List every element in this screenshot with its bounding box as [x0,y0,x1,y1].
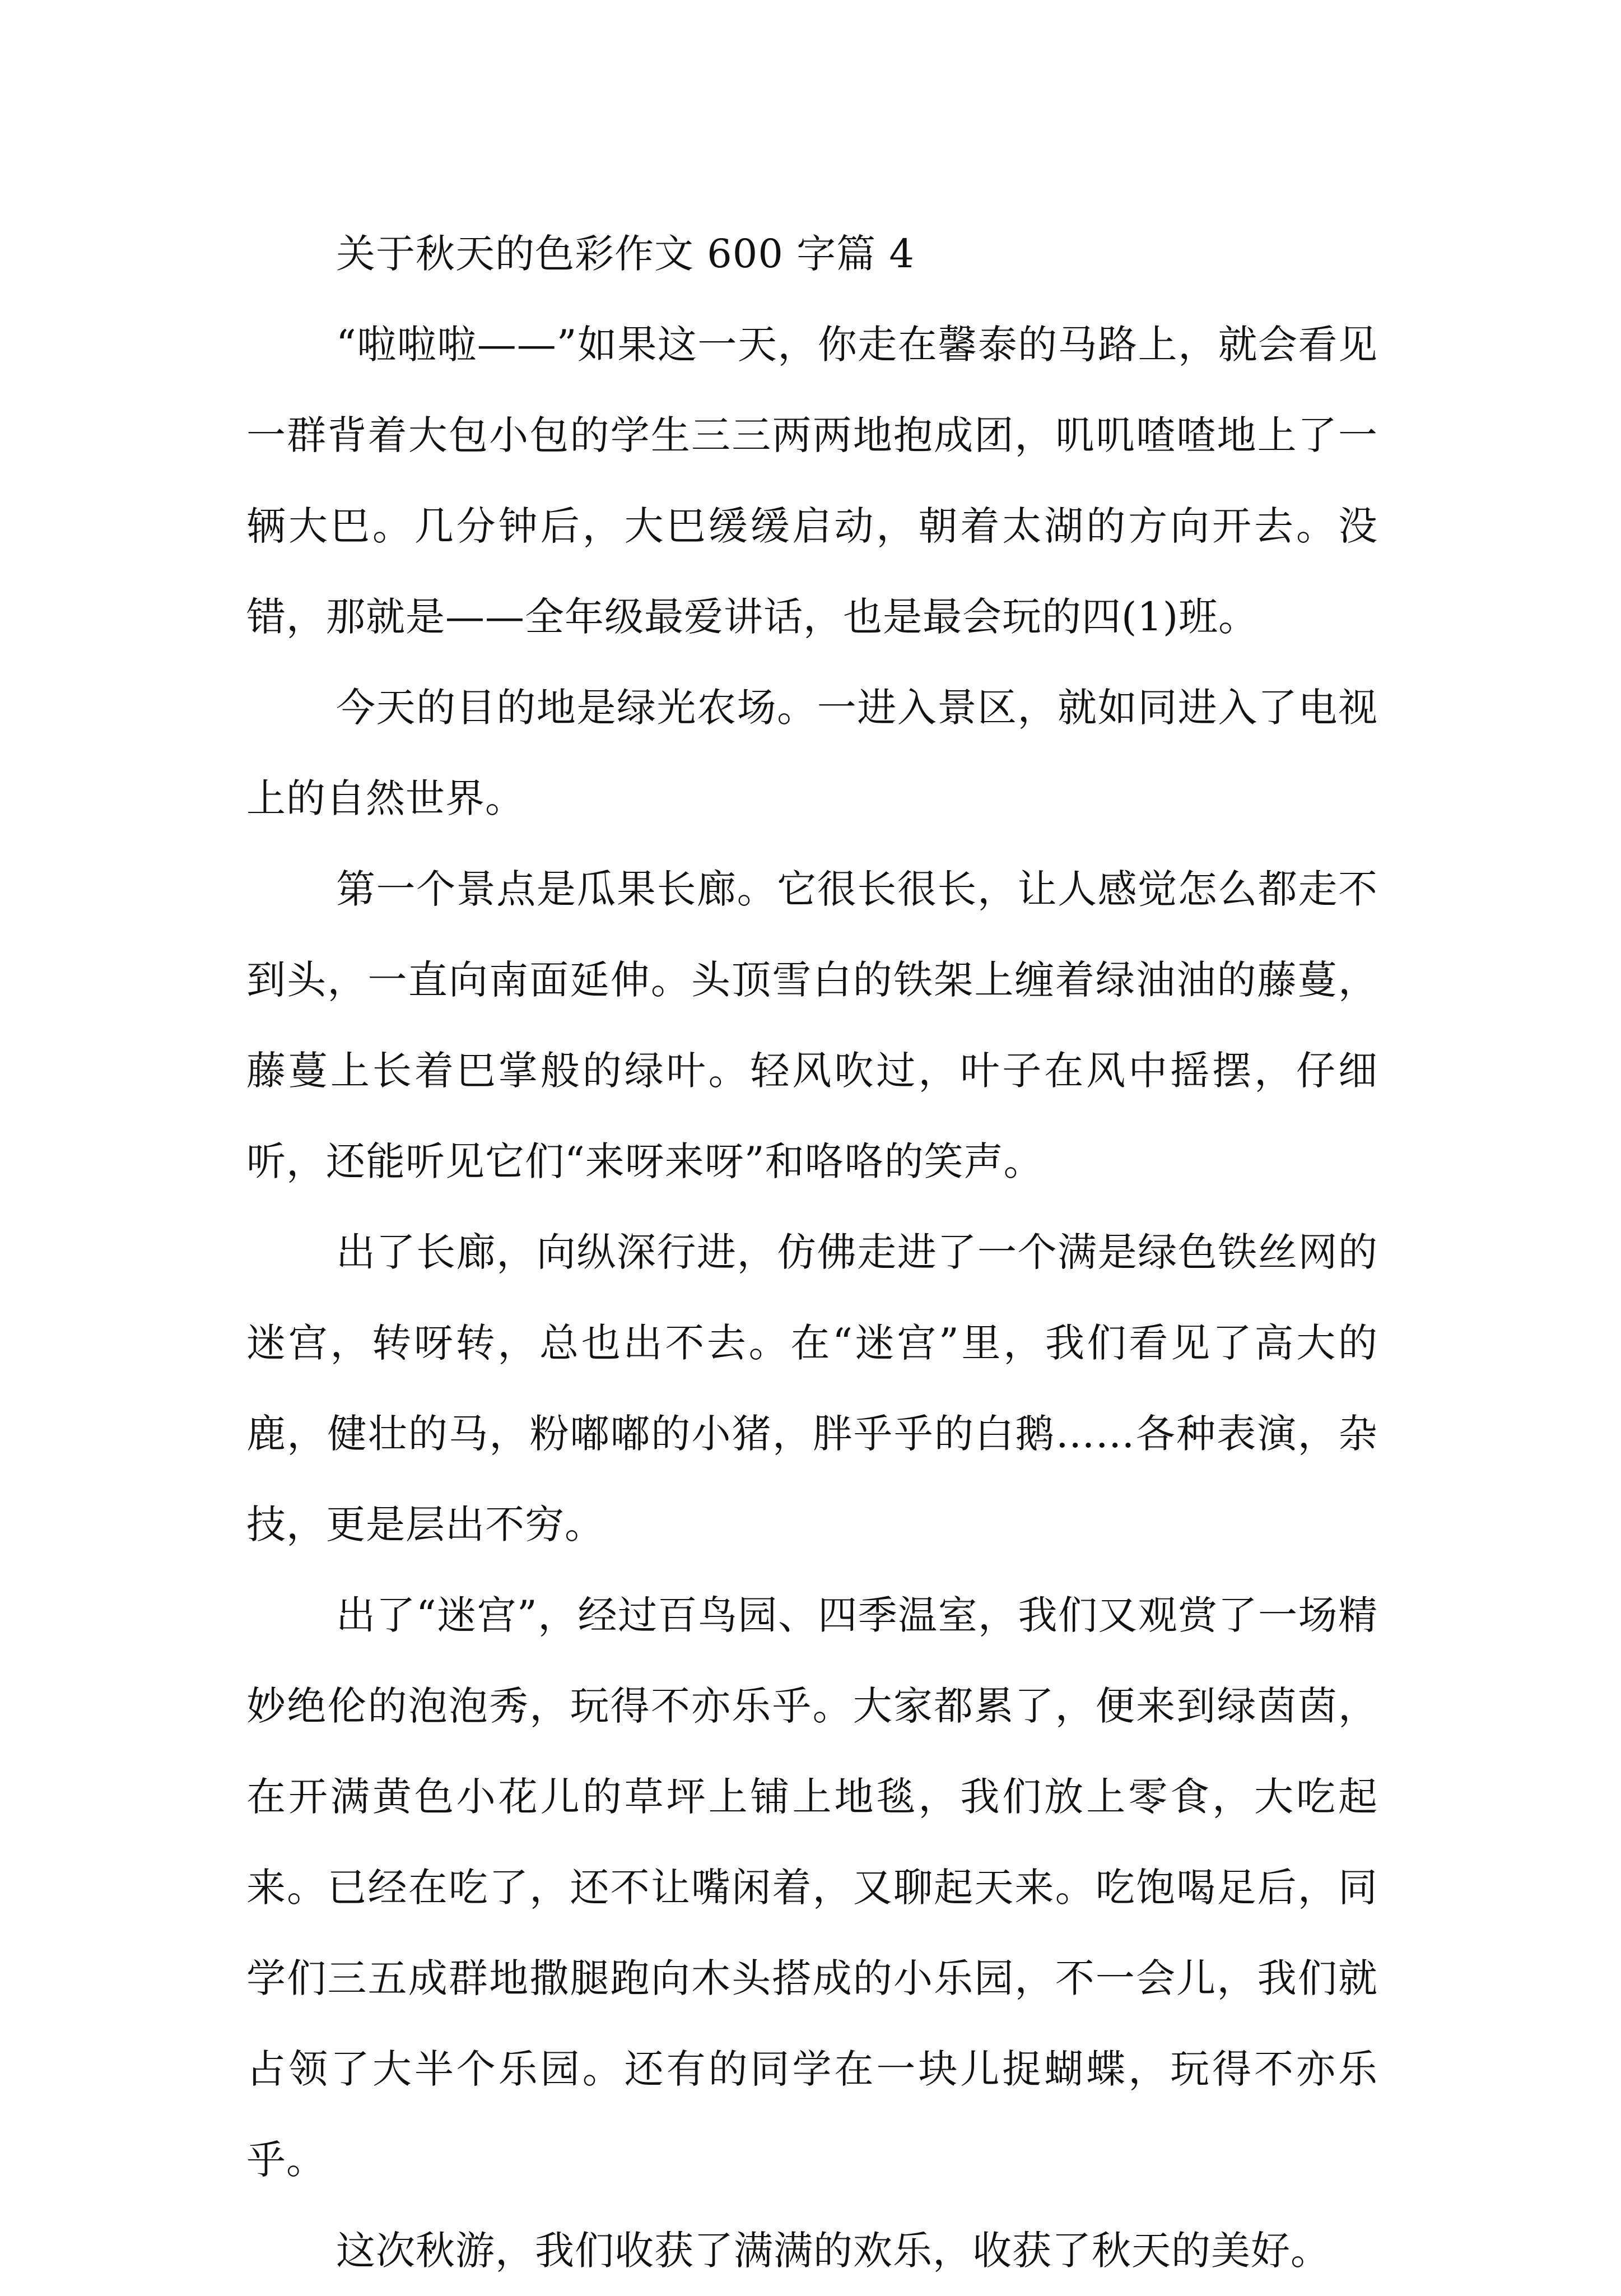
paragraph-5: 出了“迷宫”，经过百鸟园、四季温室，我们又观赏了一场精妙绝伦的泡泡秀，玩得不亦乐乎。大家都累了，便来到绿茵茵，在开满黄色小花儿的草坪上铺上地毯，我们放上零食，大吃起来。已经在吃了，还不让嘴闲着，又聊起天来。吃饱喝足后，同学们三五成群地撒腿跑向木头搭成的小乐园，不一会儿，我们就占领了大半个乐园。还有的同学在一块儿捉蝴蝶，玩得不亦乐乎。 [246,1592,1378,2183]
paragraph-6: 这次秋游，我们收获了满满的欢乐，收获了秋天的美好。 [336,2228,1330,2274]
essay-body [246,208,1378,2296]
paragraph-2: 今天的目的地是绿光农场。一进入景区，就如同进入了电视上的自然世界。 [246,685,1378,821]
paragraph-1: “啦啦啦——”如果这一天，你走在馨泰的马路上，就会看见一群背着大包小包的学生三三两两地抱成团，叽叽喳喳地上了一辆大巴。几分钟后，大巴缓缓启动，朝着太湖的方向开去。没错，那就是——全年级最爱讲话，也是最会玩的四(1)班。 [246,322,1378,640]
paragraph-3: 第一个景点是瓜果长廊。它很长很长，让人感觉怎么都走不到头，一直向南面延伸。头顶雪白的铁架上缠着绿油油的藤蔓，藤蔓上长着巴掌般的绿叶。轻风吹过，叶子在风中摇摆，仔细听，还能听见它们“来呀来呀”和咯咯的笑声。 [246,866,1378,1184]
paragraph-4: 出了长廊，向纵深行进，仿佛走进了一个满是绿色铁丝网的迷宫，转呀转，总也出不去。在“迷宫”里，我们看见了高大的鹿，健壮的马，粉嘟嘟的小猪，胖乎乎的白鹅……各种表演，杂技，更是层出不穷。 [246,1229,1378,1547]
essay-title: 关于秋天的色彩作文 600 字篇 4 [336,231,915,277]
